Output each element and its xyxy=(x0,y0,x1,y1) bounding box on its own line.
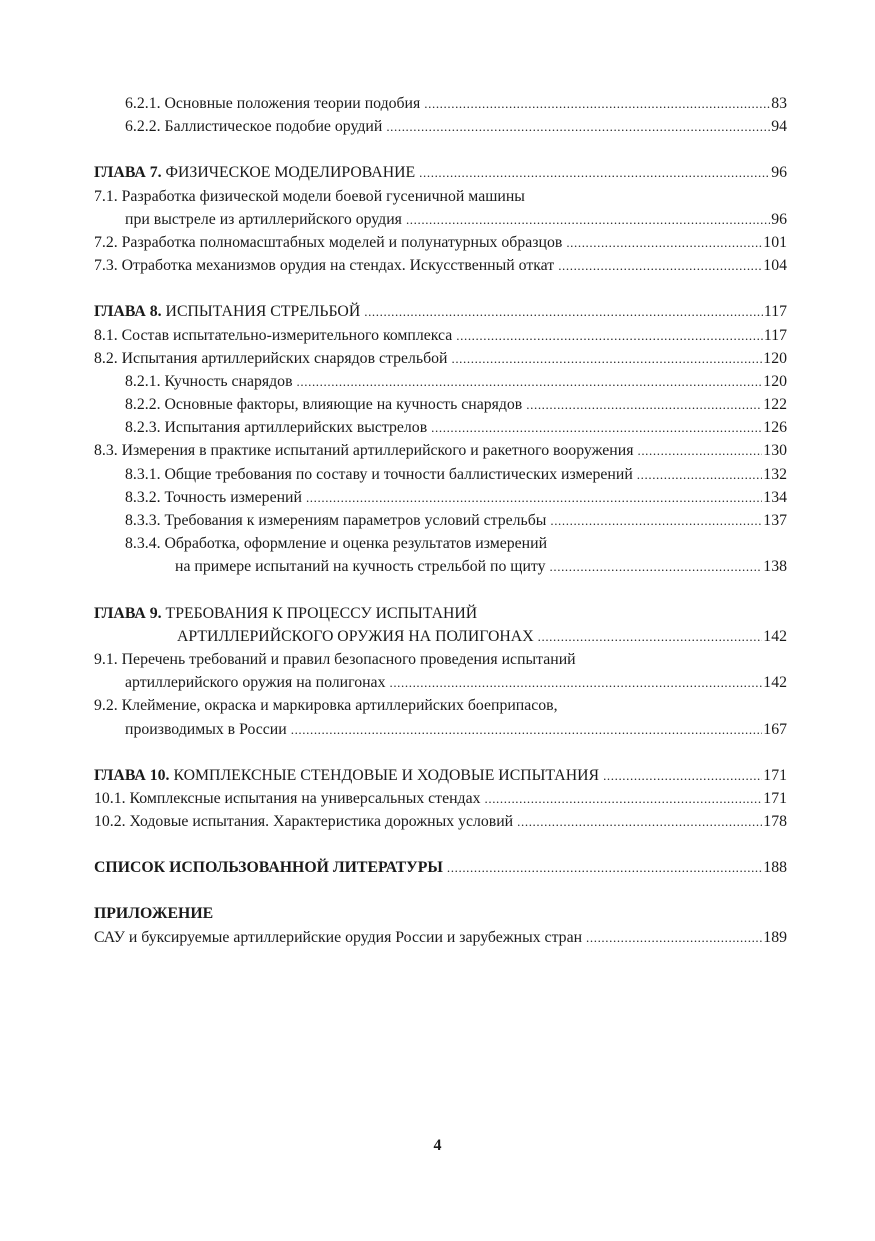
toc-page-number: 171 xyxy=(763,789,787,807)
dot-leader xyxy=(550,555,763,578)
toc-page-number: 137 xyxy=(763,512,787,529)
dot-leader xyxy=(485,787,763,810)
toc-entry[interactable] xyxy=(94,787,787,810)
toc-entry-text: 8.3.1. Общие требования по составу и точности баллистических измерений xyxy=(125,465,633,483)
toc-entry-text: 7.2. Разработка полномасштабных моделей и полунатурных образцов xyxy=(94,233,563,251)
toc-entry[interactable] xyxy=(94,509,787,532)
toc-entry[interactable] xyxy=(94,347,787,370)
section-gap xyxy=(94,138,787,161)
toc-page-number: 117 xyxy=(763,326,787,344)
toc-page-number: 104 xyxy=(763,257,787,275)
toc-entry[interactable] xyxy=(94,92,787,115)
chapter-label: ГЛАВА 8. xyxy=(94,303,162,321)
toc-entry[interactable] xyxy=(94,393,787,416)
toc-entry-text: ПРИЛОЖЕНИЕ xyxy=(94,905,214,923)
section-gap xyxy=(94,277,787,300)
section-gap xyxy=(94,741,787,764)
toc-entry[interactable] xyxy=(94,439,787,462)
toc-page-number: 126 xyxy=(763,419,787,437)
toc-chapter-entry[interactable] xyxy=(94,602,787,625)
chapter-label: ГЛАВА 7. xyxy=(94,164,162,182)
chapter-label: ГЛАВА 10. xyxy=(94,766,170,784)
dot-leader xyxy=(306,486,762,509)
toc-section-heading[interactable] xyxy=(94,902,787,925)
toc-page-number: 134 xyxy=(763,488,787,506)
toc-entry[interactable] xyxy=(94,555,787,578)
section-gap xyxy=(94,833,787,856)
dot-leader xyxy=(456,324,763,347)
dot-leader xyxy=(526,393,762,416)
toc-entry-text: 9.1. Перечень требований и правил безопасного проведения испытаний xyxy=(94,650,576,668)
toc-page-number: 142 xyxy=(763,674,787,692)
dot-leader xyxy=(386,115,770,138)
toc-page-number: 122 xyxy=(763,396,787,414)
toc-page-number: 130 xyxy=(763,442,787,460)
toc-page-number: 83 xyxy=(771,95,787,112)
toc-entry[interactable] xyxy=(94,718,787,741)
toc-page-number: 120 xyxy=(763,349,787,367)
toc-chapter-entry[interactable] xyxy=(94,161,787,184)
toc-entry-text: 10.2. Ходовые испытания. Характеристика дорожных условий xyxy=(94,813,514,831)
toc-entry[interactable] xyxy=(94,694,787,717)
chapter-title: ФИЗИЧЕСКОЕ МОДЕЛИРОВАНИЕ xyxy=(165,164,416,182)
toc-entry-text: 8.1. Состав испытательно-измерительного комплекса xyxy=(94,326,453,344)
dot-leader xyxy=(406,208,770,231)
toc-entry[interactable] xyxy=(94,810,787,833)
toc-entry[interactable] xyxy=(94,370,787,393)
toc-page-number: 138 xyxy=(763,558,787,576)
toc-page-number: 167 xyxy=(763,720,787,738)
dot-leader xyxy=(558,254,762,277)
page-number: 4 xyxy=(433,1137,442,1154)
toc-entry[interactable] xyxy=(94,208,787,231)
chapter-label: ГЛАВА 9. xyxy=(94,604,162,622)
chapter-title: КОМПЛЕКСНЫЕ СТЕНДОВЫЕ И ХОДОВЫЕ ИСПЫТАНИЯ xyxy=(173,766,600,784)
toc-entry[interactable] xyxy=(94,324,787,347)
dot-leader xyxy=(603,764,762,787)
toc-entry-text: 8.2.3. Испытания артиллерийских выстрелов xyxy=(125,419,428,437)
toc-entry-text: 8.3.2. Точность измерений xyxy=(125,488,302,506)
toc-page-number: 94 xyxy=(771,118,787,136)
dot-leader xyxy=(447,856,762,879)
toc-entry[interactable] xyxy=(94,648,787,671)
dot-leader xyxy=(424,92,770,115)
toc-page-number: 120 xyxy=(763,372,787,390)
dot-leader xyxy=(419,161,770,184)
toc-chapter-entry[interactable] xyxy=(94,300,787,323)
toc-entry-text: 8.2.2. Основные факторы, влияющие на кучность снарядов xyxy=(125,396,523,414)
toc-page-number: 188 xyxy=(763,859,787,877)
dot-leader xyxy=(586,926,762,949)
toc-page-number: 142 xyxy=(763,627,787,645)
toc-entry-text: 7.3. Отработка механизмов орудия на стендах. Искусственный откат xyxy=(94,257,555,275)
toc-entry-text: САУ и буксируемые артиллерийские орудия России и зарубежных стран xyxy=(94,928,583,946)
toc-entry[interactable] xyxy=(94,416,787,439)
dot-leader xyxy=(550,509,762,532)
dot-leader xyxy=(637,463,763,486)
toc-entry[interactable] xyxy=(94,532,787,555)
toc-entry-text: АРТИЛЛЕРИЙСКОГО ОРУЖИЯ НА ПОЛИГОНАХ xyxy=(177,627,534,645)
toc-entry-text: при выстреле из артиллерийского орудия xyxy=(125,210,402,228)
toc-entry-text: 8.2. Испытания артиллерийских снарядов стрельбой xyxy=(94,349,448,367)
dot-leader xyxy=(517,810,762,833)
dot-leader xyxy=(297,370,763,393)
dot-leader xyxy=(431,416,762,439)
toc-page-number: 96 xyxy=(771,210,787,228)
toc-page-number: 101 xyxy=(763,233,787,251)
dot-leader xyxy=(566,231,762,254)
toc-entry-text: 10.1. Комплексные испытания на универсальных стендах xyxy=(94,789,481,807)
section-gap xyxy=(94,579,787,602)
toc-page-number: 117 xyxy=(763,303,787,321)
toc-entry[interactable] xyxy=(94,254,787,277)
section-gap xyxy=(94,879,787,902)
toc-page-number: 96 xyxy=(771,164,787,182)
toc-entry-text: производимых в России xyxy=(125,720,287,738)
toc-entry-text: СПИСОК ИСПОЛЬЗОВАННОЙ ЛИТЕРАТУРЫ xyxy=(94,859,443,877)
toc-entry-text: на примере испытаний на кучность стрельбой по щиту xyxy=(175,558,546,576)
dot-leader xyxy=(389,671,762,694)
toc-entry[interactable] xyxy=(94,185,787,208)
toc-entry[interactable] xyxy=(94,926,787,949)
toc-entry[interactable] xyxy=(94,671,787,694)
toc-chapter-entry[interactable] xyxy=(94,764,787,787)
toc-entry-text: 9.2. Клеймение, окраска и маркировка артиллерийских боеприпасов, xyxy=(94,697,558,715)
toc-entry-text: 8.3.4. Обработка, оформление и оценка результатов измерений xyxy=(125,535,548,553)
toc-entry[interactable] xyxy=(94,231,787,254)
dot-leader xyxy=(451,347,762,370)
toc-page-number: 178 xyxy=(763,813,787,831)
toc-entry-text: 8.3. Измерения в практике испытаний артиллерийского и ракетного вооружения xyxy=(94,442,634,460)
chapter-title: ИСПЫТАНИЯ СТРЕЛЬБОЙ xyxy=(165,303,361,321)
dot-leader xyxy=(637,439,762,462)
toc-entry-text: 6.2.2. Баллистическое подобие орудий xyxy=(125,118,383,136)
toc-page-number: 132 xyxy=(763,465,787,483)
dot-leader xyxy=(291,718,763,741)
toc-page-number: 171 xyxy=(763,766,787,784)
toc-entry-text: 8.2.1. Кучность снарядов xyxy=(125,372,293,390)
dot-leader xyxy=(364,300,763,323)
table-of-contents xyxy=(94,92,787,949)
toc-entry-text: артиллерийского оружия на полигонах xyxy=(125,674,386,692)
toc-entry[interactable] xyxy=(94,115,787,138)
dot-leader xyxy=(538,625,763,648)
toc-section-heading[interactable] xyxy=(94,856,787,879)
toc-entry[interactable] xyxy=(94,486,787,509)
toc-entry[interactable] xyxy=(94,463,787,486)
toc-entry-text: 6.2.1. Основные положения теории подобия xyxy=(125,95,421,112)
toc-entry-text: 8.3.3. Требования к измерениям параметров условий стрельбы xyxy=(125,512,547,529)
toc-entry-text: 7.1. Разработка физической модели боевой гусеничной машины xyxy=(94,187,525,205)
chapter-title: ТРЕБОВАНИЯ К ПРОЦЕССУ ИСПЫТАНИЙ xyxy=(165,604,478,622)
toc-entry[interactable] xyxy=(94,625,787,648)
toc-page-number: 189 xyxy=(763,928,787,946)
